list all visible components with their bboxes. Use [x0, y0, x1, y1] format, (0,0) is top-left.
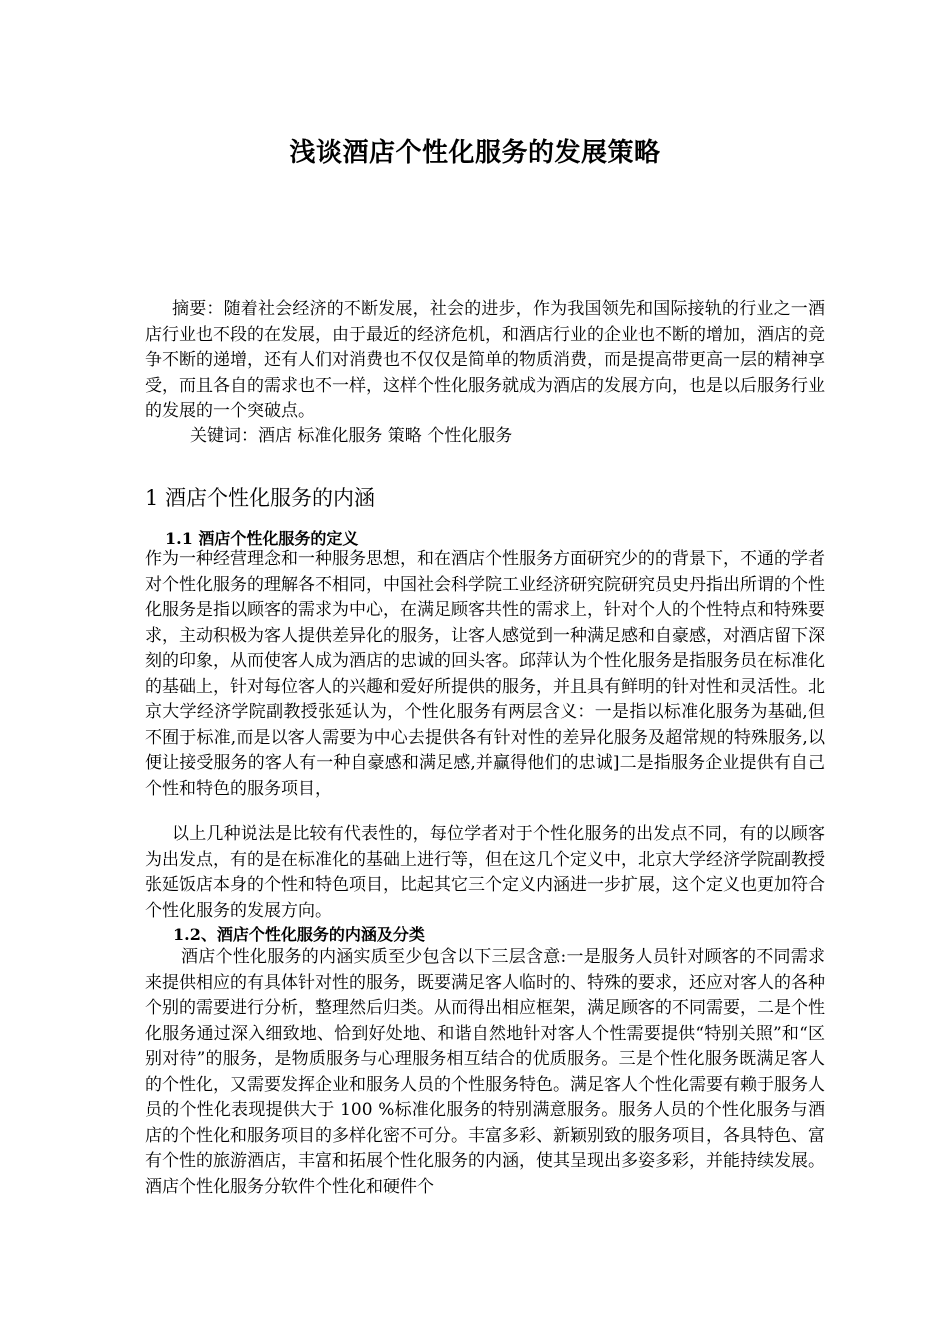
subsection-heading-definition: 1.1 酒店个性化服务的定义: [165, 529, 359, 548]
body-paragraph-summary: 以上几种说法是比较有代表性的，每位学者对于个性化服务的出发点不同，有的以顾客为出发点，有的是在标准化的基础上进行等，但在这几个定义中，北京大学经济学院副教授张延饭店本身的个性和特色项目，比起其它三个定义内涵进一步扩展，这个定义也更加符合个性化服务的发展方向。: [145, 824, 825, 921]
body-paragraph-connotation: 酒店个性化服务的内涵实质至少包含以下三层含意:一是服务人员针对顾客的不同需求来提供相应的有具体针对性的服务，既要满足客人临时的、特殊的要求，还应对客人的各种个别的需要进行分析，整理然后归类。从而得出相应框架，满足顾客的不同需要，二是个性化服务通过深入细致地、恰到好处地、和谐自然地针对客人个性需要提供“特别关照”和“区别对待”的服务，是物质服务与心理服务相互结合的优质服务。三是个性化服务既满足客人的个性化，又需要发挥企业和服务人员的个性服务特色。满足客人个性化需要有赖于服务人员的个性化表现提供大于 100 %标准化服务的特别满意服务。服务人员的个性化服务与酒店的个性化和服务项目的多样化密不可分。丰富多彩、新颖别致的服务项目，各具特色、富有个性的旅游酒店，丰富和拓展个性化服务的内涵，使其呈现出多姿多彩，并能持续发展。酒店个性化服务分软件个性化和硬件个: [145, 947, 825, 1197]
subsection-heading-connotation: 1.2、酒店个性化服务的内涵及分类: [173, 925, 425, 944]
abstract-paragraph: 摘要：随着社会经济的不断发展，社会的进步，作为我国领先和国际接轨的行业之一酒店行业也不段的在发展，由于最近的经济危机，和酒店行业的企业也不断的增加，酒店的竞争不断的递增，还有人们对消费也不仅仅是简单的物质消费，而是提高带更高一层的精神享受，而且各自的需求也不一样，这样个性化服务就成为酒店的发展方向，也是以后服务行业的发展的一个突破点。: [145, 299, 825, 421]
body-paragraph-definition: 作为一种经营理念和一种服务思想，和在酒店个性服务方面研究少的的背景下，不通的学者对个性化服务的理解各不相同，中国社会科学院工业经济研究院研究员史丹指出所谓的个性化服务是指以顾客的需求为中心，在满足顾客共性的需求上，针对个人的个性特点和特殊要求，主动积极为客人提供差异化的服务，让客人感觉到一种满足感和自豪感，对酒店留下深刻的印象，从而使客人成为酒店的忠诚的回头客。邱萍认为个性化服务是指服务员在标准化的基础上，针对每位客人的兴趣和爱好所提供的服务，并且具有鲜明的针对性和灵活性。北京大学经济学院副教授张延认为，个性化服务有两层含义：一是指以标准化服务为基础,但不囿于标准,而是以客人需要为中心去提供各有针对性的差异化服务及超常规的特殊服务,以便让接受服务的客人有一种自豪感和满足感,并赢得他们的忠诚]二是指服务企业提供有自己个性和特色的服务项目，: [145, 549, 825, 799]
document-title: 浅谈酒店个性化服务的发展策略: [289, 138, 661, 168]
section-heading: 1 酒店个性化服务的内涵: [145, 486, 376, 510]
keywords-line: 关键词：酒店 标准化服务 策略 个性化服务: [190, 426, 513, 446]
